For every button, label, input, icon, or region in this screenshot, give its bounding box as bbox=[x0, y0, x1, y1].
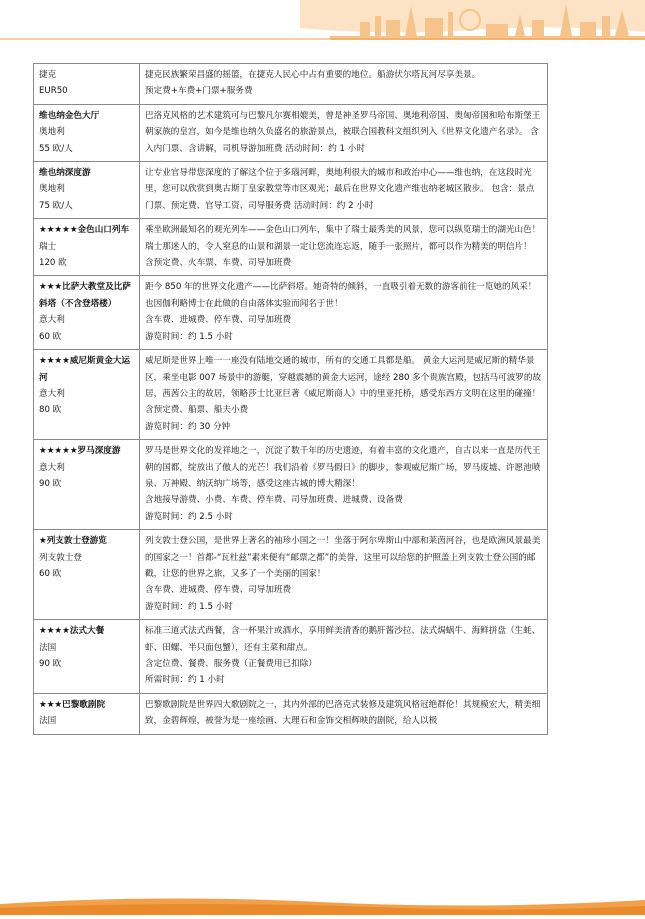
excursion-description-cell bbox=[140, 104, 548, 161]
excursion-description-cell bbox=[140, 620, 548, 694]
excursion-info-cell bbox=[34, 104, 140, 161]
excursion-description: 巴黎歌剧院是世界四大歌剧院之一，其内外部的巴洛克式装修及建筑风格冠绝群伦！其规模宏大，精美细致，金碧辉煌，被誉为是一座绘画、大理石和金饰交相辉映的剧院，给人以极 bbox=[145, 699, 541, 727]
excursion-info-cell bbox=[34, 620, 140, 694]
footer-wave bbox=[0, 894, 645, 915]
excursion-description: 让专业官导带您深度的了解这个位于多瑙河畔，奥地利很大的城市和政治中心——维也纳，在这段时光里，您可以欣赏到奥古斯丁皇家教堂等市区观光；最后在世界文化遗产维也纳老城区散步。 包含：景点门票、预定费、官导工资、司导服务费 活动时间：约 2 小时 bbox=[145, 168, 535, 211]
excursion-table bbox=[33, 63, 548, 735]
excursion-price: 80 欧 bbox=[39, 405, 62, 416]
excursion-name: ★★★巴黎歌剧院 bbox=[39, 699, 106, 710]
excursion-name: ★★★★威尼斯黄金大运河 bbox=[39, 356, 130, 383]
excursion-description: 乘坐欧洲最知名的观光列车——金色山口列车，集中了瑞士最秀美的风景，您可以纵览瑞士的湖光山色！瑞士那迷人的，令人窒息的山景和湖景一定让您流连忘返，随手一张照片，都可以作为精美的明信片！ bbox=[145, 225, 541, 252]
excursion-description: 标准三道式法式西餐，含一杯果汁或酒水，享用鲜美清香的鹅肝酱沙拉、法式焗蜗牛、海鲜拼盘（生蚝、虾、田螺、半只面包蟹），还有主菜和甜点。 bbox=[145, 626, 541, 653]
excursion-description: 巴洛克风格的艺术建筑可与巴黎凡尔赛相媲美，曾是神圣罗马帝国、奥地利帝国、奥匈帝国和哈布斯堡王朝家族的皇宫，如今是维也纳久负盛名的旅游景点，被联合国教科文组织列入《世界文化遗产名录》。 含入内门票、含讲解，司机导游加班费 活动时间：约 1 小时 bbox=[145, 110, 541, 154]
excursion-detail-line: 含定位费、餐费、服务费（正餐费用已扣除） bbox=[145, 659, 317, 669]
excursion-description: 距今 850 年的世界文化遗产——比萨斜塔。她奇特的倾斜，一直吸引着无数的游客前往一览她的风采！也因伽利略博士在此做的自由落体实验而闻名于世！ bbox=[145, 282, 537, 309]
header-banner bbox=[0, 0, 645, 40]
excursion-price: EUR50 bbox=[39, 86, 68, 97]
excursion-description-cell bbox=[140, 693, 548, 734]
excursion-description: 捷克民族繁荣昌盛的摇篮，在捷克人民心中占有重要的地位。船游伏尔塔瓦河尽享美景。 bbox=[145, 70, 481, 80]
excursion-price: 90 欧 bbox=[39, 659, 62, 669]
excursion-country: 法国 bbox=[39, 642, 57, 653]
excursion-country: 捷克 bbox=[39, 70, 57, 80]
excursion-description: 威尼斯是世界上唯一一座没有陆地交通的城市，所有的交通工具都是船。 黄金大运河是威尼斯的精华景区，乘坐电影 007 场景中的游艇，穿越震撼的黄金大运河，途经 280 多个贵族宫殿，包括马可波罗的故居，茜茜公主的故居，领略莎士比亚巨著《威尼斯商人》中的里亚托桥，感受东西方文明在这里的碰撞！ bbox=[145, 356, 542, 399]
excursion-price: 75 欧/人 bbox=[39, 200, 73, 211]
excursion-detail-line: 含预定费、船票、船夫小费 bbox=[145, 405, 249, 416]
excursion-info-cell bbox=[34, 64, 140, 105]
skyline-illustration bbox=[0, 0, 645, 40]
excursion-description-cell bbox=[140, 219, 548, 276]
excursion-price: 120 欧 bbox=[39, 258, 67, 269]
table-row bbox=[34, 530, 548, 620]
excursion-description-cell bbox=[140, 162, 548, 219]
excursion-detail-line: 含车费、进城费、停车费、司导加班费 bbox=[145, 315, 292, 326]
table-row bbox=[34, 64, 548, 105]
excursion-detail-line: 含车费、进城费、停车费、司导加班费 bbox=[145, 585, 292, 596]
excursion-country: 意大利 bbox=[39, 315, 65, 326]
excursion-detail-line: 预定费+车费+门票+服务费 bbox=[145, 86, 253, 97]
excursion-info-cell bbox=[34, 276, 140, 350]
excursion-description: 罗马是世界文化的发祥地之一，沉淀了数千年的历史遗迹，有着丰富的文化遗产，自古以来一直是历代王朝的国都，绽放出了傲人的光芒！我们沿着《罗马假日》的脚步，参观威尼斯广场，罗马废墟、许愿池喷泉、万神殿、纳沃纳广场等，感受这座古城的博大精深！ bbox=[145, 446, 541, 489]
excursion-price: 60 欧 bbox=[39, 568, 62, 579]
excursion-description: 列支敦士登公国，是世界上著名的袖珍小国之一！坐落于阿尔卑斯山中部和莱茵河谷，也是欧洲风景最美的国家之一！首都-“瓦杜兹”素来便有“邮票之都”的美誉，这里可以给您的护照盖上列支敦士登公国的邮戳，让您的世界之旅，又多了一个美丽的国家！ bbox=[145, 536, 541, 579]
excursion-name: ★★★★法式大餐 bbox=[39, 626, 105, 637]
table-row bbox=[34, 620, 548, 694]
excursion-name: 维也纳金色大厅 bbox=[39, 110, 100, 121]
excursion-info-cell bbox=[34, 693, 140, 734]
excursion-country: 意大利 bbox=[39, 388, 65, 399]
excursion-info-cell bbox=[34, 162, 140, 219]
excursion-country: 法国 bbox=[39, 716, 57, 727]
excursion-country: 瑞士 bbox=[39, 241, 57, 252]
excursion-name: ★★★★★罗马深度游 bbox=[39, 446, 121, 457]
table-row bbox=[34, 440, 548, 530]
excursion-info-cell bbox=[34, 530, 140, 620]
excursion-price: 60 欧 bbox=[39, 331, 62, 342]
excursion-name: ★★★比萨大教堂及比萨斜塔（不含登塔楼） bbox=[39, 282, 131, 309]
table-row bbox=[34, 350, 548, 440]
excursion-info-cell bbox=[34, 219, 140, 276]
excursion-description-cell bbox=[140, 530, 548, 620]
excursion-name: ★★★★★金色山口列车 bbox=[39, 225, 130, 236]
excursion-detail-line: 游览时间：约 1.5 小时 bbox=[145, 601, 233, 612]
excursion-description-cell bbox=[140, 64, 548, 105]
excursion-description-cell bbox=[140, 276, 548, 350]
footer-bar bbox=[0, 894, 645, 915]
excursion-country: 列支敦士登 bbox=[39, 552, 82, 563]
excursion-info-cell bbox=[34, 440, 140, 530]
excursion-detail-line: 含地接导游费、小费、车费、停车费、司导加班费、进城费、设备费 bbox=[145, 495, 403, 506]
excursion-table-container bbox=[33, 63, 545, 735]
excursion-detail-line: 游览时间：约 1.5 小时 bbox=[145, 331, 233, 342]
table-row bbox=[34, 162, 548, 219]
excursion-name: 维也纳深度游 bbox=[39, 168, 91, 179]
table-row bbox=[34, 276, 548, 350]
excursion-country: 奥地利 bbox=[39, 184, 65, 195]
excursion-description-cell bbox=[140, 350, 548, 440]
table-row bbox=[34, 219, 548, 276]
excursion-price: 55 欧/人 bbox=[39, 143, 73, 154]
excursion-info-cell bbox=[34, 350, 140, 440]
excursion-detail-line: 所需时间：约 1 小时 bbox=[145, 675, 225, 686]
table-row bbox=[34, 693, 548, 734]
excursion-country: 意大利 bbox=[39, 462, 65, 473]
excursion-detail-line: 游览时间：约 30 分钟 bbox=[145, 421, 231, 432]
excursion-price: 90 欧 bbox=[39, 478, 62, 489]
excursion-country: 奥地利 bbox=[39, 127, 65, 138]
excursion-detail-line: 游览时间：约 2.5 小时 bbox=[145, 511, 233, 522]
table-row bbox=[34, 104, 548, 161]
excursion-name: ★列支敦士登游览 bbox=[39, 536, 107, 547]
excursion-description-cell bbox=[140, 440, 548, 530]
excursion-detail-line: 含预定费、火车票、车费、司导加班费 bbox=[145, 258, 292, 269]
